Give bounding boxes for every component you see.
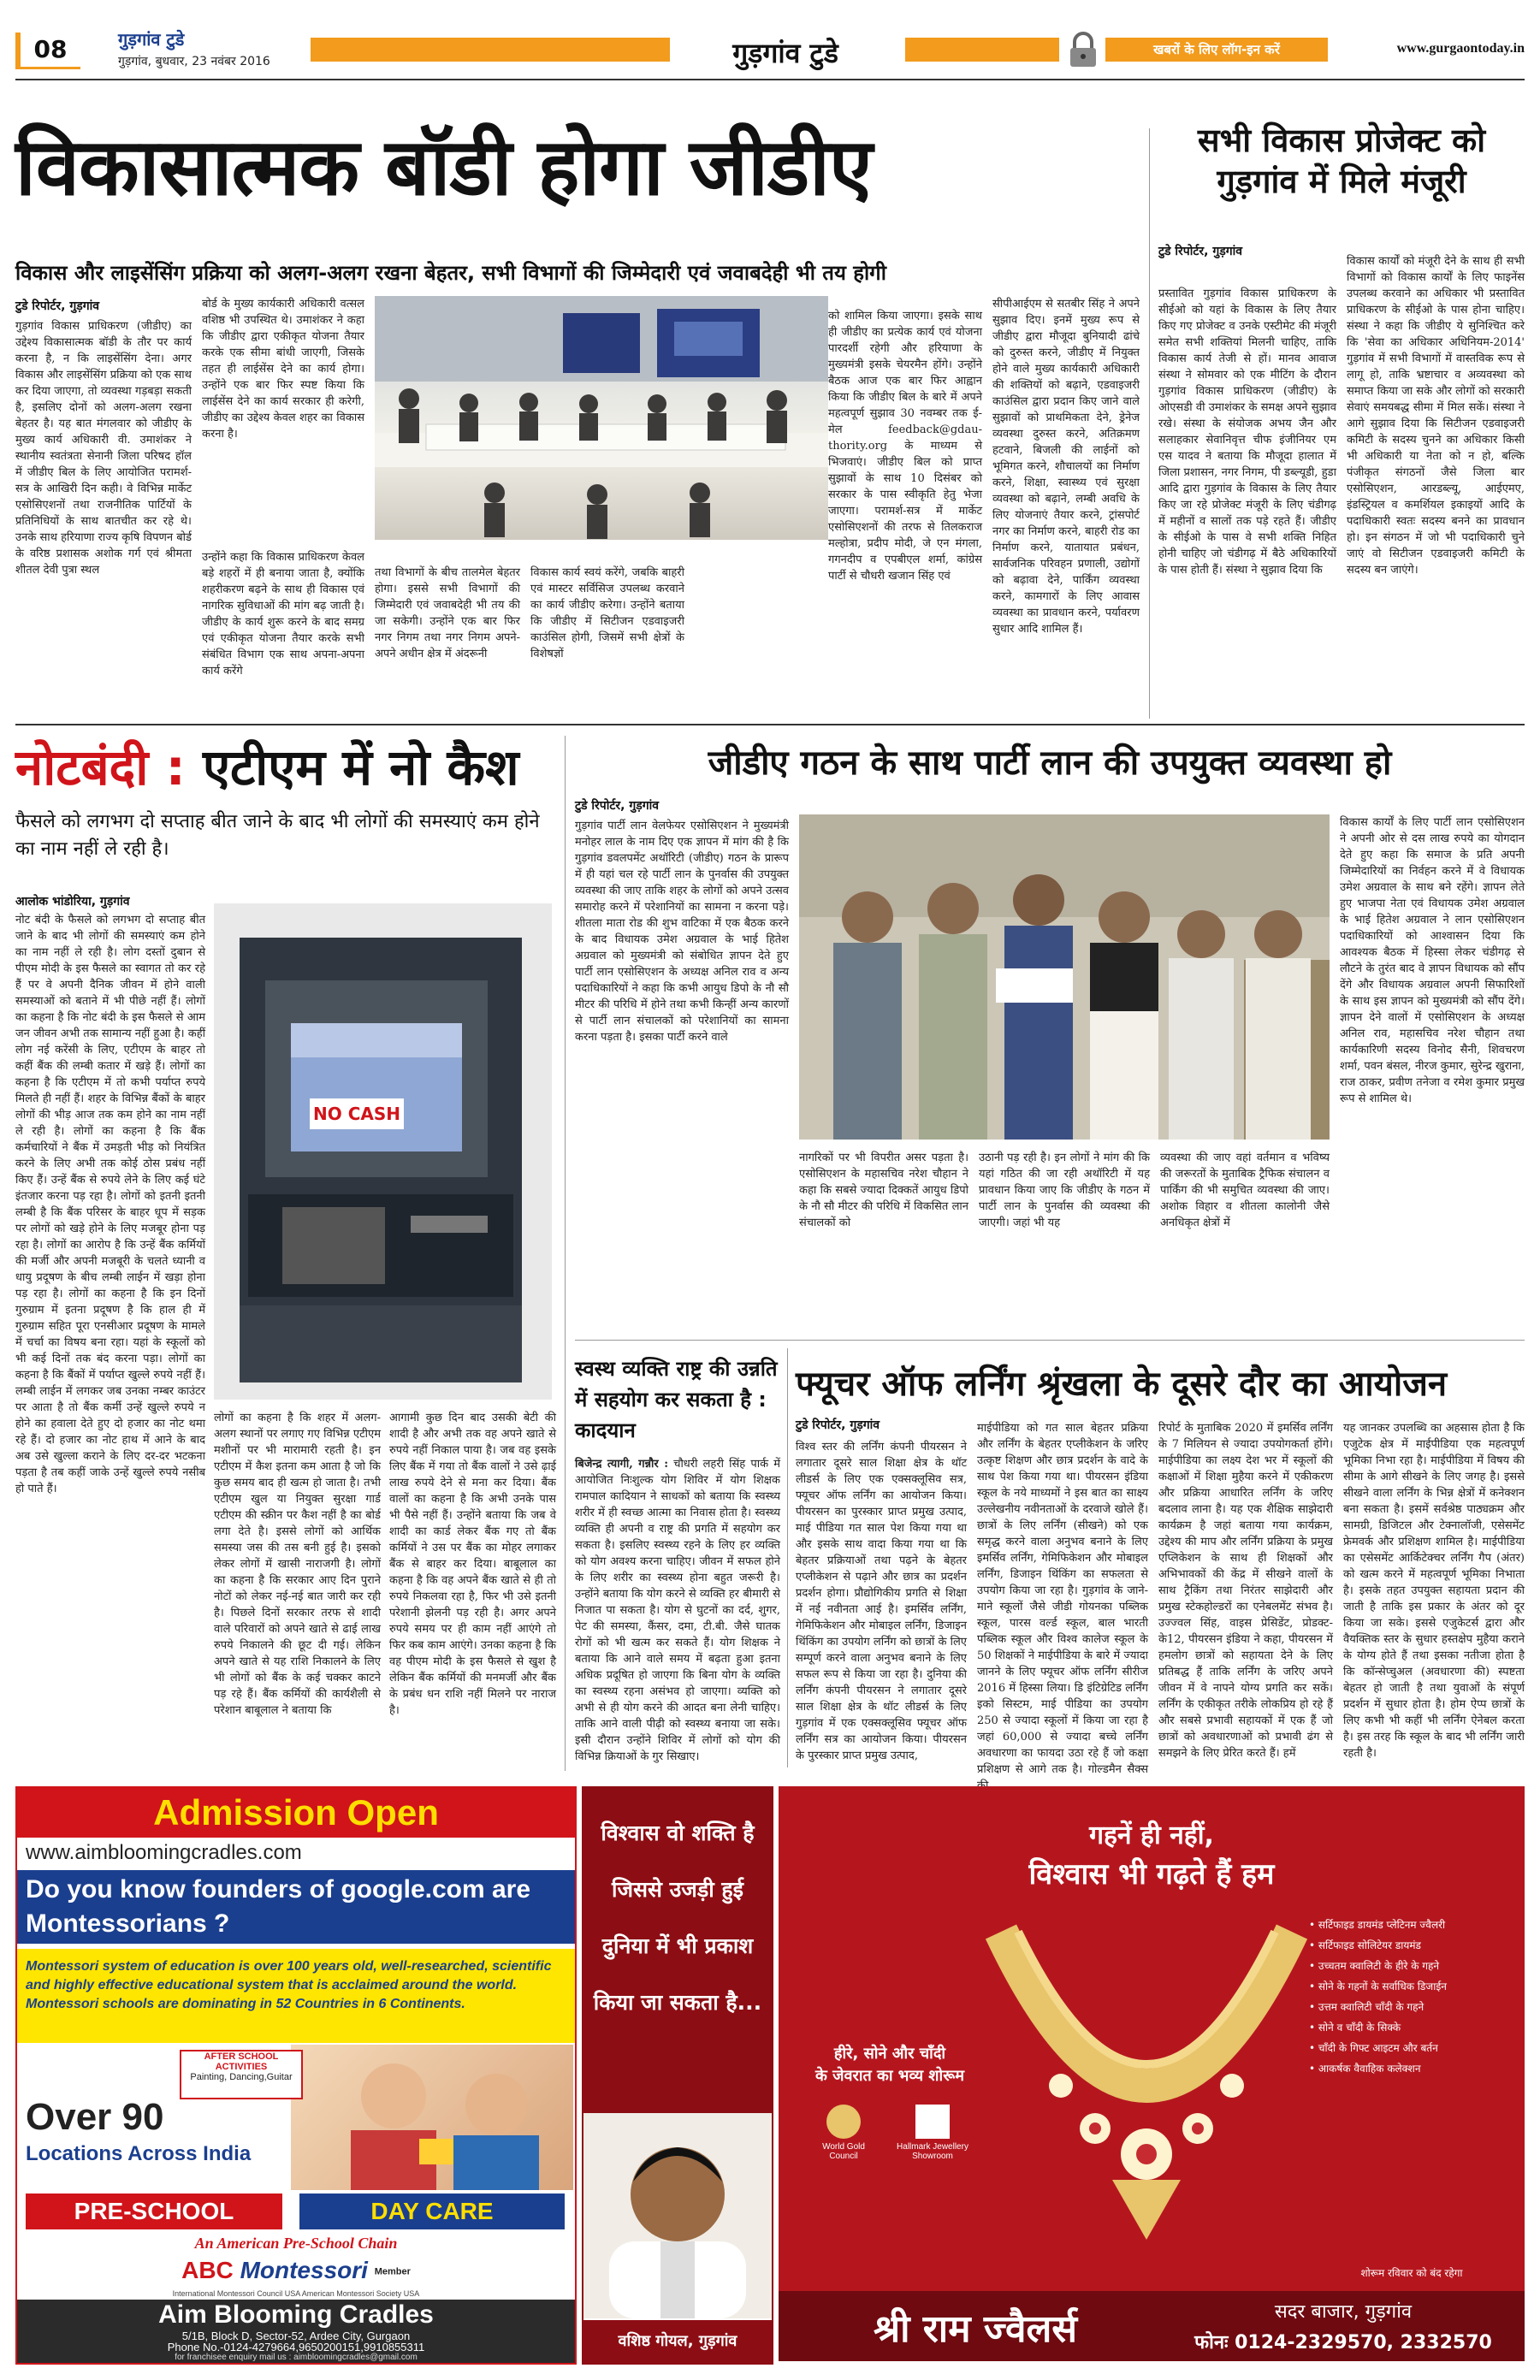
ad-abc-letters: ABC xyxy=(181,2257,234,2283)
masthead-bar-left xyxy=(311,38,670,62)
story1-headline: विकासात्मक बॉडी होगा जीडीए xyxy=(15,121,872,213)
masthead-small-title: गुड़गांव टुडे xyxy=(118,29,185,50)
ad-jewel-hallmark: Hallmark Jewellery Showroom xyxy=(897,2142,968,2161)
story1-col2: बोर्ड के मुख्य कार्यकारी अधिकारी वत्सल वशिष्ठ भी उपस्थित थे। उमाशंकर ने कहा कि जीडीए द्वारा एकीकृत योजना तैयार करके एक सीमा बांधी जाएगी, जिसके तहत ही लाईसेंस देने का कार्य होगा। उन्होंने एक बार फिर स्पष्ट किया कि लाईसेंस देने का कार्य सरकार ही करेगी, जीडीए का उद्देश्य केवल शहर का विकास करना है। xyxy=(202,298,364,441)
story3-col2: लोगों का कहना है कि शहर में अलग-अलग स्थानों पर लगाए गए विभिन्न एटीएम मशीनों पर भी मारामारी रहती है। इन एटीएम में कैश इतना कम आता है जो कि कुछ समय बाद ही खत्म हो जाता है। तभी एटीएम खुल या नियुक्त सुरक्षा गार्ड एटीएम की स्क्रीन पर कैश नहीं है का बोर्ड लगा देते है। इससे लोगों को आर्थिक समस्या जस की तस बनी हुई है। इसको लेकर लोगों में खासी नाराजगी है। लोगों का कहना है कि सरकार आए दिन पुराने नोटों को लेकर नई-नई बात जारी कर रही है। पिछले दिनों सरकार तरफ से शादी वाले परिवारों को अपने खाते से ढाई लाख रुपये निकालने की छूट दी गई। लेकिन अपने खाते से यह राशि निकालने के लिए भी लोगों को बैंक के कई चक्कर काटने पड़ रहे हैं। बैंक कर्मियों की कार्यशैली से परेशान बाबूलाल ने बताया कि xyxy=(214,1412,381,1717)
column-rule xyxy=(565,736,566,1771)
ad-school-franchise: for franchisee enquiry mail us : aimbloomingcradles@gmail.com xyxy=(175,2353,418,2362)
ad-leader-quote-line: विश्वास वो शक्ति है xyxy=(601,1821,755,1845)
ad-body-text: Montessori system of education is over 100 years old, well-researched, scientific and highly effective educational system that is acclaimed around the world. Montessori schools are dominating in 52 Countries in 6 Continents. xyxy=(17,1949,575,2043)
story2-byline: टुडे रिपोर्टर, गुड़गांव xyxy=(1158,245,1242,258)
ad-jewel-necklace xyxy=(984,1915,1309,2257)
ad-chain: An American Pre-School Chain xyxy=(194,2235,398,2252)
ad-school-brand: Aim Blooming Cradles xyxy=(158,2300,434,2329)
ad-child-photo xyxy=(291,2045,573,2190)
ad-over-90: Over 90 xyxy=(26,2096,164,2138)
story4-col4: व्यवस्था की जाए वहां वर्तमान व भविष्य की जरूरतों के मुताबिक ट्रैफिक संचालन व पार्किंग की भी समुचित व्यवस्था की जाए। अशोक विहार व शीतला कालोनी जैसे अनधिकृत क्षेत्रों में xyxy=(1160,1152,1330,1229)
story1-col5: विकास कार्य स्वयं करेंगे, जबकि बाहरी एवं मास्टर सर्विसिज उपलब्ध करवाने का कार्य जीडीए करेगा। उन्होंने बताया कि जीडीए में सिटीजन एडवाइजरी काउंसिल होगी, जिसमें सभी क्षेत्रों के विशेषज्ञों xyxy=(530,566,684,660)
ad-admission-banner: Admission Open xyxy=(17,1788,575,1838)
story1-col6: को शामिल किया जाएगा। इसके साथ ही जीडीए का प्रत्येक कार्य एवं योजना पारदर्शी रहेगी और हरियाणा के मुख्यमंत्री इसके चेयरमैन होंगे। उन्होंने बैठक आज एक बार फिर आह्वान किया कि जीडीए बिल के बारे में अपने महत्वपूर्ण सुझाव 30 नवम्बर तक ई-मेल feedback@gdau-thority.org के माध्यम से भिजवाएं। जीडीए बिल को प्राप्त सुझावों के साथ 10 दिसंबर को सरकार के पास स्वीकृति हेतु भेजा जाएगा। परामर्श-सत्र में मार्केट एसोसिएशनों की तरफ से तिलकराज मल्होत्रा, प्रदीप मोदी, जे एन मंगला, गगनदीप व एपबीएल शर्मा, कांग्रेस पार्टी से चौधरी खजान सिंह एवं xyxy=(828,310,982,583)
ad-aim-blooming-cradles[interactable] xyxy=(15,1786,577,2365)
ad-activities-list: Painting, Dancing,Guitar xyxy=(190,2072,293,2082)
story1-subhead: विकास और लाइसेंसिंग प्रक्रिया को अलग-अलग रखना बेहतर, सभी विभागों की जिम्मेदारी एवं जवाबदेही भी तय होगी xyxy=(15,261,886,285)
story2-col1: प्रस्तावित गुड़गांव विकास प्राधिकरण के सीईओ को यहां के विकास के लिए तैयार किए गए प्रोजेक्ट व उनके एस्टीमेट की मंजूरी समेत सभी शक्तियां मिलनी चाहिए, ताकि विकास कार्य तेजी से हों। मानव आवाज संस्था ने सोमवार को एक मीटिंग के दौरान गुड़गांव विकास प्राधिकरण (जीडीए) के ओएसडी वी उमाशंकर के समक्ष अपने सुझाव रखे। संस्था के संयोजक अभय जैन और सलाहकार सेवानिवृत्त चीफ इंजीनियर एम एस यादव ने बताया कि मौजूदा हालात में जिला प्रशासन, नगर निगम, पी डब्ल्यूडी, हुडा आदि द्वारा गुड़गांव के विकास के लिए तैयार किए जा रहे प्रोजेक्ट मंजूरी के लिए चंडीगढ़ में महीनों व सालों तक पड़े रहते हैं। जीडीए के सीईओ के पास वे सभी शक्ति निहित होनी चाहिए जो चंडीगढ़ में बैठे अधिकारियों के पास होती हैं। संस्था ने सुझाव दिया कि xyxy=(1158,287,1336,577)
ad-jewel-showroom xyxy=(796,2043,984,2087)
ad-shri-ram-jewellers[interactable] xyxy=(779,1786,1525,2361)
ad-brand-footer xyxy=(17,2300,575,2363)
story4-col1: गुड़गांव पार्टी लान वेलफेयर एसोसिएशन ने मुख्यमंत्री मनोहर लाल के नाम दिए एक ज्ञापन में मांग की है कि गुड़गांव डवलपमेंट अथॉरिटी (जीडीए) गठन के प्रारूप में ही यहां चल रहे पार्टी लान के पुनर्वास की उपयुक्त व्यवस्था की जाए ताकि शहर के लोगों को अपने उत्सव समारोह करने में परेशानियों का सामना न करना पड़े। शीतला माता रोड की शुभ वाटिका में एक बैठक करने के बाद विधायक उमेश अग्रवाल के भाई हितेश अग्रवाल को मुख्यमंत्री को संबोधित ज्ञापन देते हुए पार्टी लान एसोसिएशन के अध्यक्ष अनिल राव व अन्य पदाधिकारियों ने कहा कि कभी आयुध डिपो के नौ सौ मीटर की परिधि में होने तथा कभी किन्हीं अन्य कारणों से पार्टी लान संचालकों को परेशानियों का सामना करना पड़ता है। इसका पार्टी करने वाले xyxy=(575,820,789,1044)
ad-pre-school-label: PRE-SCHOOL xyxy=(26,2194,282,2229)
story4-byline: टुडे रिपोर्टर, गुड़गांव xyxy=(575,799,659,813)
page-number: 08 xyxy=(15,33,80,69)
ad-leader-quote-line: किया जा सकता है... xyxy=(593,1990,762,2015)
ad-jewel-phone: फोनः 0124-2329570, 2332570 xyxy=(1194,2332,1492,2353)
ad-leader-quote-line: जिससे उजड़ी हुई xyxy=(612,1877,743,1902)
masthead-bar-right xyxy=(905,38,1059,62)
section-rule xyxy=(575,1340,1525,1341)
column-rule xyxy=(1149,128,1150,719)
story1-byline: टुडे रिपोर्टर, गुड़गांव xyxy=(15,299,99,313)
ad-jewel-feature: • सर्टिफाइड डायमंड प्लेटिनम ज्वैलरी xyxy=(1309,1919,1446,1931)
gold-council-icon xyxy=(826,2105,861,2139)
story6-col1: विश्व स्तर की लर्निंग कंपनी पीयरसन ने लगातार दूसरे साल शिक्षा क्षेत्र के थॉट लीडर्स के लिए एक एक्सक्लूसिव सत्र, फ्यूचर ऑफ लर्निंग का आयोजन किया। पीयरसन का पुरस्कार प्राप्त प्रमुख उत्पाद, माई पीडिया गत साल पेश किया गया था और इसके साथ वादा किया गया था कि बेहतर प्रक्रियाओं तथा पढ़ने के बेहतर एप्लीकेशन से पढ़ाने और छात्र का प्रदर्शन प्रदर्शन होगा। प्रौद्योगिकीय प्रगति से शिक्षा में नई नवीनता आई है। इमर्सिव लर्निंग, गेमिफिकेशन और मोबाइल लर्निंग, डिजाइन थिंकिंग का उपयोग लर्निंग को छात्रों के लिए सम्पूर्ण करने वाला अनुभव बनाने के लिए सफल रूप से किया जा रहा है। दुनिया की लर्निंग कंपनी पीयरसन ने लगातार दूसरे साल शिक्षा क्षेत्र के थॉट लीडर्स के लिए गुड़गांव में एक एक्सक्लूसिव फ्यूचर ऑफ लर्निंग सत्र का आयोजन किया। पीयरसन के पुरस्कार प्राप्त प्रमुख उत्पाद, xyxy=(796,1441,967,1762)
masthead-center-title: गुड़गांव टुडे xyxy=(732,37,838,69)
ad-jewel-showroom-2: के जेवरात का भव्य शोरूम xyxy=(815,2067,964,2085)
site-url[interactable]: www.gurgaontoday.in xyxy=(1396,41,1525,56)
story3-headline-black: एटीएम में नो कैश xyxy=(202,738,519,796)
masthead xyxy=(15,26,1525,74)
masthead-date: गुड़गांव, बुधवार, 23 नवंबर 2016 xyxy=(118,55,270,68)
story3-byline: आलोक भांडोरिया, गुड़गांव xyxy=(15,895,130,909)
story5-body: चौधरी लहरी सिंह पार्क में आयोजित निःशुल्क योग शिविर में योग शिक्षक रामपाल कादियान ने साधकों को बताया कि स्वस्थ्य शरीर में ही स्वच्छ आत्मा का निवास होता है। स्वस्थ्य व्यक्ति ही अपनी व राष्ट्र की प्रगति में सहयोग कर सकता है। इसलिए स्वस्थ्य रहने के लिए हर व्यक्ति को योग अवश्य करना चाहिए। जीवन में सफल होने के लिए शरीर का स्वस्थ्य होना बहुत जरूरी है। उन्होंने बताया कि योग करने से व्यक्ति हर बीमारी से निजात पा सकता है। योग से घुटनों का दर्द, शुगर, पेट की समस्या, कैंसर, दमा, टी.बी. जैसे घातक रोगों को भी खत्म कर सकते हैं। योग शिक्षक ने बताया कि आने वाले समय में बढ़ता हुआ इतना अधिक प्रदूषित हो जाएगा कि बिना योग के व्यक्ति का स्वस्थ्य रहना असंभव हो जाएगा। व्यक्ति को अभी से ही योग करने की आदत बना लेनी चाहिए। ताकि आने वाली पीढ़ी को स्वस्थ्य बनाया जा सके। इसी दौरान उन्होंने शिविर में लोगों को योग की विभिन्न क्रियाओं के गुर सिखाए। xyxy=(575,1458,780,1763)
ad-jewel-feature: • आकर्षक वैवाहिक कलेक्शन xyxy=(1309,2063,1421,2075)
story1-col7: सीपीआईएम से सतबीर सिंह ने अपने सुझाव दिए। इनमें मुख्य रूप से जीडीए द्वारा मौजूदा बुनियादी ढांचे को दुरुस्त करने, जीडीए में नियुक्त होने वाले मुख्य कार्यकारी अधिकारी की शक्तियों को बढ़ाने, एडवाइजरी काउंसिल द्वारा प्रदान किए जाने वाले सुझावों को प्राथमिकता देने, ड्रेनेज व्यवस्था दुरुस्त करने, अतिक्रमण हटवाने, बिजली की लाईनों को भूमिगत करने, शौचालयों का निर्माण करने, शिक्षा, स्वास्थ्य एवं सुरक्षा व्यवस्था को बढ़ाने, लम्बी अवधि के लिए योजनाएं तैयार करने, ट्रांसपोर्ट नगर का निर्माण करने, बाहरी रोड का निर्माण करने, यातायात प्रबंधन, सार्वजनिक परिवहन प्रणाली, उद्योगों को बढ़ावा देने, पार्किंग व्यवस्था करने, कामगारों के लिए आवास व्यवस्था का प्रावधान करने, पर्यावरण सुधार आदि शामिल हैं। xyxy=(992,298,1140,636)
ad-jewel-brand: श्री राम ज्वैलर्स xyxy=(873,2307,1078,2351)
story2-col2: विकास कार्यों को मंजूरी देने के साथ ही सभी विभागों को विकास कार्यों के लिए फाइनेंस उपलब्ध करवाने का अधिकार भी प्रस्तावित प्राधिकरण के सीईओ के पास होना चाहिए। संस्था ने कहा कि जीडीए ये सुनिश्चित करे कि 'सेवा का अधिकार अधिनियम-2014' गुड़गांव में सभी विभागों में वास्तविक रूप से लागू हो, ताकि भ्रष्टाचार व अव्यवस्था को समाप्त किया जा सके और लोगों को सरकारी सेवाएं समयबद्ध सीमा में मिल सकें। संस्था ने आगे सुझाव दिया कि सिटीजन एडवाइजरी कमिटी के सदस्य चुनने का अधिकार किसी भी अधिकारी या नेता को न हो, बल्कि पंजीकृत संगठनों जैसे जिला बार एसोसिएशन, आरडब्ल्यू, आईएमए, इंडस्ट्रियल व कमर्शियल इकाइयों आदि के पदाधिकारी स्वतः सदस्य बनने का प्रावधान हो। इन संगठन में जो भी पदाधिकारी चुने जाएं वो सिटीजन एडवाइजरी कमिटी के सदस्य बन जाएंगे। xyxy=(1347,255,1525,577)
ad-jewel-wgc-logo xyxy=(809,2105,878,2161)
story6-headline: फ्यूचर ऑफ लर्निंग श्रृंखला के दूसरे दौर का आयोजन xyxy=(796,1365,1448,1404)
ad-leader-quote xyxy=(583,1788,772,2113)
story6-byline: टुडे रिपोर्टर, गुड़गांव xyxy=(796,1418,880,1432)
ad-jewel-slogan-2: विश्वास भी गढ़ते हैं हम xyxy=(1028,1857,1275,1892)
ad-leader xyxy=(582,1786,773,2365)
ad-jewel-feature: • सोने के गहनों के सर्वाधिक डिजाईन xyxy=(1309,1980,1447,1992)
ad-jewel-footer xyxy=(779,2291,1525,2361)
ad-leader-name: वशिष्ठ गोयल, गुड़गांव xyxy=(583,2320,772,2363)
story1-col4: तथा विभागों के बीच तालमेल बेहतर होगा। इससे सभी विभागों की जिम्मेदारी एवं जवाबदेही भी तय की जा सकेगी। उन्होंने एक बार फिर नगर निगम तथा नगर निगम अपने-अपने अधीन क्षेत्र में अंदरूनी xyxy=(375,566,520,660)
ad-jewel-feature: • उच्चतम क्वालिटी के हीरे के गहने xyxy=(1309,1960,1440,1972)
hallmark-icon xyxy=(915,2105,950,2139)
ad-leader-quote-line: दुनिया में भी प्रकाश xyxy=(601,1933,754,1958)
lock-icon xyxy=(1066,31,1100,68)
section-rule xyxy=(15,724,1525,725)
ad-small-print: International Montessori Council USA American Montessori Society USA xyxy=(172,2289,420,2298)
ad-school-url: www.aimbloomingcradles.com xyxy=(26,1841,302,1864)
ad-leader-portrait xyxy=(583,2113,772,2318)
ad-jewel-feature: • उत्तम क्वालिटी चाँदी के गहने xyxy=(1309,2001,1424,2013)
ad-jewel-location: सदर बाजार, गुड़गांव xyxy=(1274,2301,1413,2323)
story3-headline-red: नोटबंदी : xyxy=(15,738,186,796)
ad-member: Member xyxy=(374,2266,411,2277)
story3-headline xyxy=(15,738,563,796)
story1-meeting-photo xyxy=(375,296,828,540)
ad-jewel-closed-note: शोरूम रविवार को बंद रहेगा xyxy=(1360,2267,1463,2279)
story4-col5: विकास कार्यों के लिए पार्टी लान एसोसिएशन ने अपनी ओर से दस लाख रुपये का योगदान देते हुए कहा कि समाज के प्रति अपनी जिम्मेदारियों का निर्वहन करने में वे विधायक उमेश अग्रवाल के साथ बने रहेंगे। ज्ञापन लेते हुए भाजपा नेता एवं विधायक उमेश अग्रवाल के भाई हितेश अग्रवाल ने लान एसोसिएशन पदाधिकारियों को आश्वासन दिया कि आवश्यक बैठक में हिस्सा लेकर चंडीगढ़ से लौटने के तुरंत बाद वे ज्ञापन विधायक को सौंप देंगे और विधायक अग्रवाल अपनी सिफारिशों के साथ इस ज्ञापन को मुख्यमंत्री को सौंप देंगे। ज्ञापन देने वालों में एसोसिएशन के अध्यक्ष अनिल राव, महासचिव नरेश चौहान तथा कार्यकारिणी सदस्य विनोद सैनी, शिवचरण शर्मा, पवन बंसल, नीरज कुमार, सुरेन्द्र खुराना, राज ठाकर, प्रवीण तनेजा व रमेश कुमार प्रमुख रूप से शामिल थे। xyxy=(1340,816,1525,1105)
ad-jewel-slogan xyxy=(950,1817,1353,1894)
story4-col2: नागरिकों पर भी विपरीत असर पड़ता है। एसोसिएशन के महासचिव नरेश चौहान ने कहा कि सबसे ज्यादा दिक्कतें आयुध डिपो के नौ सौ मीटर की परिधि में विकसित लान संचालकों को xyxy=(799,1152,968,1229)
story3-subhead: फैसले को लगभग दो सप्ताह बीत जाने के बाद भी लोगों की समस्याएं कम होने का नाम नहीं ले रही है। xyxy=(15,811,540,860)
ad-jewel-feature: • चाँदी के गिफ्ट आइटम और बर्तन xyxy=(1309,2042,1438,2054)
masthead-rule xyxy=(15,79,1525,80)
ad-activities-box xyxy=(180,2050,303,2099)
column-rule xyxy=(787,1348,788,1767)
story3-col1: नोट बंदी के फैसले को लगभग दो सप्ताह बीत जाने के बाद भी लोगों की समस्याएं कम होने का नाम नहीं ले रही है। लोग दस्तों दुबान से पीएम मोदी के इस फैसले का स्वागत तो कर रहे हैं पर वे अपनी दैनिक जीवन में होने वाली समस्याओं को बताने में भी पीछे नहीं हैं। लोगों का कहना है कि नोट बंदी के इस फैसले से आम जन जीवन अभी तक सामान्य नहीं हुआ है। कहीं लोग नई करेंसी के लिए, एटीएम के बाहर तो कहीं बैंक की लम्बी कतार में खड़े हैं। लोगों का कहना है कि एटीएम में तो कभी पर्याप्त रुपये मिलते ही नहीं हैं। शहर के विभिन्न बैंकों के बाहर लोगों की भीड़ आज तक कम होने का नाम नहीं ले रही है। लोगों का कहना है कि बैंक कर्मचारियों ने बैंक में उमड़ती भीड़ को नियंत्रित करने के लिए अभी तक कोई ठोस प्रबंध नहीं किए हैं। उन्हें बैंक से रुपये लेने के लिए कई घंटे इंतजार करना पड़ रहा है। लोगों को इतनी इतनी लम्बी है कि बैंक परिसर के बाहर धूप में सड़क पर लोगों को खड़े होने के लिए मजबूर होना पड़ रहा है। लोगों का आरोप है कि उन्हें बैंक कर्मियों की मर्जी और अपनी मजबूरी के चलते ध्यानी व धायु प्रदूषण के बीच लम्बी लाईन में खड़ा होना पड़ रहा है। लोगों का कहना है कि इन दिनों गुरुग्राम में इतना प्रदूषण है कि हाल ही में गुरुग्राम सहित पूरा एनसीआर प्रदूषण के मामले में चर्चा का विषय बना रहा। यहां के स्कूलों को भी कई दिनों तक बंद करना पड़ा। लोगों का कहना है कि बैंकों में पर्याप्त खुल्ले रुपये नहीं हैं। लम्बी लाईन में लगकर जब उनका नम्बर काउंटर पर आता है तो बैंक कर्मी उन्हें खुल्ले रुपये न होने का हवाला देते हुए दो हजार का नोट थमा रहे हैं। दो हजार का नोट हाथ में आने के बाद अब उसे खुल्ला कराने के लिए दर-दर भटकना पड़ता है तब कहीं जाके उन्हें खुल्ले रुपये नसीब हो पाते हैं। xyxy=(15,914,205,1495)
story1-col1: गुड़गांव विकास प्राधिकरण (जीडीए) का उद्देश्य विकासात्मक बॉडी के तौर पर कार्य करना है, न कि लाइसेंसिंग देना। अगर विकास और लाइसेंसिंग प्रक्रिया को एक साथ कर दिया जाएगा, तो व्यवस्था गड़बड़ा सकती है, इसलिए दोनों को अलग-अलग रखना बेहतर है। यह बात मंगलवार को जीडीए के मुख्य कार्य अधिकारी वी. उमाशंकर ने स्थानीय स्वतंत्रता सेनानी जिला परिषद हॉल में जीडीए बिल के लिए आयोजित परामर्श-सत्र के आखिरी दिन कही। वे विभिन्न मार्केट एसोसिएशनों तथा राजनीतिक पार्टियों के प्रतिनिधियों के साथ बातचीत कर रहे थे। उनके साथ हरियाणा राज्य कृषि विपणन बोर्ड के वरिष्ठ प्रशासक अशोक गर्ग एवं श्रीमता शीतल देवी पुत्रा स्थल xyxy=(15,320,192,577)
ad-jewel-hallmark-logo xyxy=(890,2105,975,2161)
story5-headline: स्वस्थ व्यक्ति राष्ट्र की उन्नति में सहयोग कर सकता है : कादयान xyxy=(575,1357,778,1442)
story3-col3: आगामी कुछ दिन बाद उसकी बेटी की शादी है और अभी तक वह अपने खाते से रुपये नहीं निकाल पाया है। जब वह इसके लिए बैंक में गया तो बैंक वालों ने उसे ढ़ाई लाख रुपये देने से मना कर दिया। बैंक वालों का कहना है कि अभी उनके पास भी पैसे नहीं हैं। उन्होंने बताया कि जब वे शादी का कार्ड लेकर बैंक गए तो बैंक कर्मियों ने उस पर बैंक का मोहर लगाकर बैंक से बाहर कर दिया। बाबूलाल का कहना है कि वह अपने बैंक खाते से ही तो रुपये निकलवा रहा है, फिर भी उसे इतनी परेशानी झेलनी पड़ रही है। अगर अपने रुपये समय पर ही काम नहीं आएंगे तो फिर कब काम आएंगे। उनका कहना है कि वह पीएम मोदी के इस फैसले से खुश है लेकिन बैंक कर्मियों की मनमर्जी और बैंक के प्रबंध धन राशि नहीं मिलने पर नाराज है। xyxy=(389,1412,556,1717)
ad-jewel-features xyxy=(1309,1915,1514,2079)
story4-headline: जीडीए गठन के साथ पार्टी लान की उपयुक्त व्यवस्था हो xyxy=(708,743,1392,783)
story6-col2: माईपीडिया को गत साल बेहतर प्रक्रिया और लर्निंग के बेहतर एप्लीकेशन के जरिए उत्कृष्ट शिक्षण और छात्र प्रदर्शन के वादे के साथ पेश किया गया था। पीयरसन इंडिया स्कूल के नये माध्यमों ने इस बात का साक्ष्य उल्लेखनीय नवीनताओं के दरवाजे खोले हैं। छात्रों के लिए लर्निंग (सीखने) को एक समृद्ध करने वाला अनुभव बनाने के लिए इमर्सिव लर्निंग, गेमिफिकेशन और मोबाइल लर्निंग, डिजाइन थिंकिंग का सफलता से उपयोग किया जा रहा है। गुड़गांव के जाने-माने स्कूलों जैसे जीडी गोयनका पब्लिक स्कूल, पारस वर्ल्ड स्कूल, बाल भारती पब्लिक स्कूल और विश्व कालेज स्कूल के 50 शिक्षकों ने माईपीडिया के बारे में ज्यादा जानने के लिए फ्यूचर ऑफ लर्निंग सीरीज 2016 में हिस्सा लिया। डि इंटिग्रेटिड लर्निंग इको सिस्टम, माई पीडिया का उपयोग 250 से ज्यादा स्कूलों में किया जा रहा है जहां 60,000 से ज्यादा बच्चे लर्निंग अवधारणा का फायदा उठा रहे हैं जो कक्षा प्रशिक्षण से आगे तक है। गोल्डमैन सैक्स xyxy=(977,1422,1148,1776)
ad-school-address: 5/1B, Block D, Sector-52, Ardee City, Gurgaon xyxy=(181,2330,411,2342)
atm-no-cash-label: NO CASH xyxy=(310,1098,404,1129)
ad-jewel-feature: • सोने व चाँदी के सिक्के xyxy=(1309,2022,1401,2034)
story4-group-photo xyxy=(799,814,1330,1140)
ad-locations: Locations Across India xyxy=(26,2142,252,2165)
story1-col3: उन्होंने कहा कि विकास प्राधिकरण केवल बड़े शहरों में ही बनाया जाता है, क्योंकि शहरीकरण बढ़ने के साथ ही विकास एवं नागरिक सुविधाओं की मांग बढ़ जाती है। जीडीए के कार्य शुरू करने के बाद समग्र एवं एकीकृत योजना तैयार करके सभी संबंधित विभाग एक साथ अपना-अपना कार्य करेंगे xyxy=(202,551,364,678)
story5-lead-name: बिजेन्द्र त्यागी, गन्नौर : xyxy=(575,1458,669,1471)
story3-atm-photo xyxy=(214,903,552,1400)
ad-jewel-showroom-1: हीरे, सोने और चाँदी xyxy=(833,2045,946,2063)
login-bar[interactable]: खबरों के लिए लॉग-इन करें xyxy=(1105,38,1328,62)
ad-jewel-wgc: World Gold Council xyxy=(822,2142,865,2161)
story6-col4: यह जानकर उपलब्धि का अहसास होता है कि एजुटेक क्षेत्र में माईपीडिया एक महत्वपूर्ण भूमिका निभा रहा है। माईपीडिया में विषय की सीमा के आगे सीखने के लिए जगह है। इससे सीखने वाला लर्निंग के भिन्न क्षेत्रों में कनेक्शन बना सकता है। इसमें सर्वश्रेष्ठ पाठ्यक्रम और सामग्री, डिजिटल और टेक्नालॉजी, एसेसमेंट फ्रेमवर्क और प्रशिक्षण शामिल है। माईपीडिया का एसेसमेंट आर्किटेक्चर लर्निंग गैप (अंतर) को खत्म करने में महत्वपूर्ण भूमिका निभाता है। इसके तहत उपयुक्त सहायता प्रदान की जाती है ताकि इस प्रकार के अंतर को दूर किया जा सके। इससे एजुकेटर्स द्वारा और वैयक्तिक स्तर के सुधार हस्तक्षेप मुहैया कराने के योग्य होते हैं तथा इसका नतीजा होता है कि कॉन्सेप्चुअल (अवधारणा की) स्पष्टता बेहतर हो जाती है तथा युवाओं के संपूर्ण प्रदर्शन में सुधार होता है। होम ऐप्प छात्रों के लिए कभी भी कहीं भी लर्निंग ऐनेबल करता है। इस तरह कि स्कूल के बाद भी लर्निंग जारी रहती है। xyxy=(1343,1422,1525,1760)
ad-jewel-feature: • सर्टिफाइड सोलिटेयर डायमंड xyxy=(1309,1939,1421,1951)
ad-abc-logo xyxy=(17,2257,575,2284)
ad-activities-title: AFTER SCHOOL ACTIVITIES xyxy=(204,2051,279,2072)
story4-col3: उठानी पड़ रही है। इन लोगों ने मांग की कि यहां गठित की जा रही अथॉरिटी में यह प्रावधान किया जाए कि जीडीए के गठन में पार्टी लान के पुनर्वास की व्यवस्था की जाएगी। जहां भी यह xyxy=(979,1152,1150,1229)
ad-day-care-label: DAY CARE xyxy=(299,2194,565,2229)
ad-question: Do you know founders of google.com are Montessorians ? xyxy=(17,1870,575,1944)
ad-jewel-slogan-1: गहनें ही नहीं, xyxy=(1089,1821,1214,1850)
story5-col1 xyxy=(575,1456,780,1767)
story2-headline: सभी विकास प्रोजेक्ट को गुड़गांव में मिले मंजूरी xyxy=(1197,121,1486,200)
ad-montessori-word: Montessori xyxy=(240,2257,368,2283)
story6-col3: रिपोर्ट के मुताबिक 2020 में इमर्सिव लर्निंग के 7 मिलियन से ज्यादा उपयोगकर्ता होंगे। माईपीडिया का लक्ष्य देश भर में स्कूलों की कक्षाओं में शिक्षा मुहैया करने में एकीकरण और प्रक्रिया आधारित लर्निंग के जरिए बदलाव लाना है। यह एक शैक्षिक साझेदारी कार्यक्रम है जहां बताया गया कार्यक्रम, उद्देश्य की माप और लर्निंग प्रक्रिया के प्रमुख एप्लिकेशन के साथ ही शिक्षकों और अभिभावकों की केंद्र में सीखने वालों के साथ ट्रैकिंग तथा निरंतर साझेदारी और प्रमुख स्टेकहोल्डरों का एनेबलमेंट संभव है। उज्ज्वल सिंह, वाइस प्रेसिडेंट, प्रोडक्ट-के12, पीयरसन इंडिया ने कहा, पीयरसन में हमलोग छात्रों को सहायता देने के लिए प्रतिबद्ध हैं ताकि लर्निंग के जरिए अपने जीवन में वे नापने योग्य प्रगति कर सकें। लर्निंग के एकीकृत तरीके लोकप्रिय हो रहे हैं और सबसे प्रभावी सहायकों में एक हैं जो छात्रों को अवधारणाओं को प्रभावी ढंग से समझने के लिए प्रेरित करते हैं। हमें xyxy=(1158,1422,1333,1760)
ad-school-phone: Phone No.-0124-4279664,9650200151,9910855311 xyxy=(167,2341,425,2353)
